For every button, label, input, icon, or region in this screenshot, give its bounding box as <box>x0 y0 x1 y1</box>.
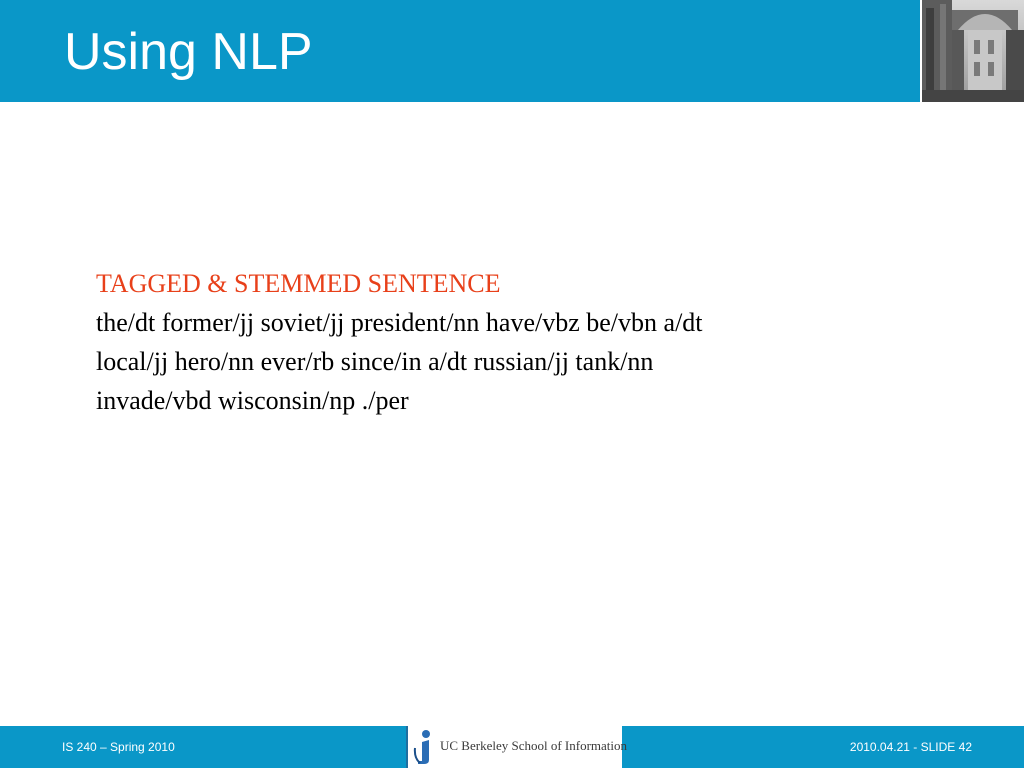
slide-number-label: 2010.04.21 - SLIDE 42 <box>849 740 972 754</box>
slide-body <box>96 264 936 420</box>
tagged-sentence-line: invade/vbd wisconsin/np ./per <box>96 386 409 415</box>
slide-title: Using NLP <box>64 23 313 81</box>
tagged-sentence-line: the/dt former/jj soviet/jj president/nn have/vbz be/vbn a/dt <box>96 308 703 337</box>
ischool-i-logo-icon <box>412 728 436 766</box>
footer-bar <box>0 726 1024 768</box>
school-logo <box>406 726 628 768</box>
course-label: IS 240 – Spring 2010 <box>62 740 175 754</box>
school-name: UC Berkeley School of Information <box>440 738 628 753</box>
section-heading: TAGGED & STEMMED SENTENCE <box>96 269 501 298</box>
campus-building-photo <box>920 0 1024 102</box>
header-bar <box>0 0 1024 102</box>
campus-building-photo-graphic <box>922 0 1024 102</box>
tagged-sentence-line: local/jj hero/nn ever/rb since/in a/dt russian/jj tank/nn <box>96 347 654 376</box>
